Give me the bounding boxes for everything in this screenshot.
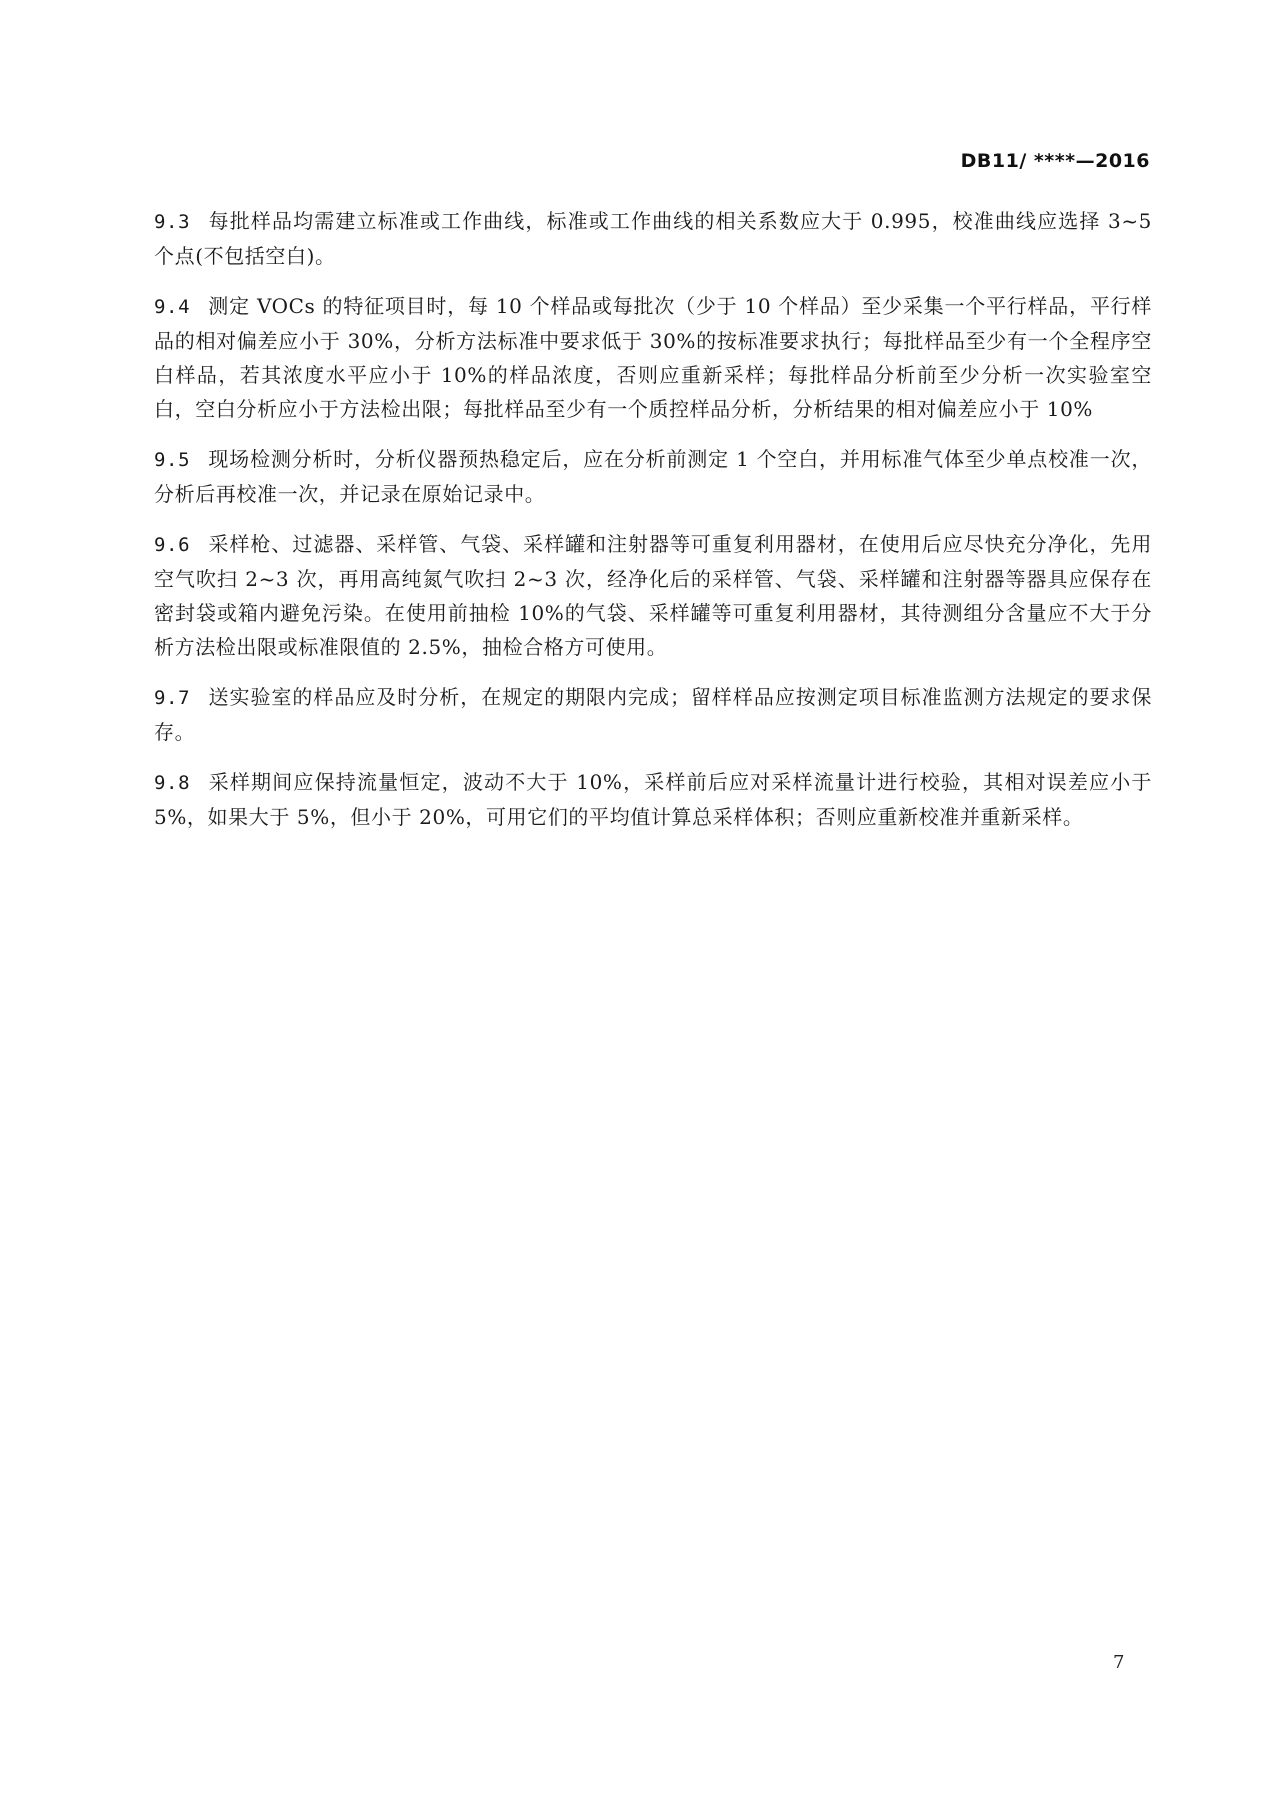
clause-text: 测定 VOCs 的特征项目时，每 10 个样品或每批次（少于 10 个样品）至少采集一个平行样品，平行样品的相对偏差应小于 30%，分析方法标准中要求低于 30%的按标准要求执行；每批样品至少有一个全程序空白样品，若其浓度水平应小于 10%的样品浓度，否则应重新采样；每批样品分析前至少分析一次实验室空白，空白分析应小于方法检出限；每批样品至少有一个质控样品分析，分析结果的相对偏差应小于 10% [154,294,1152,421]
page-number: 7 [1113,1652,1125,1673]
clause-9-6 [154,527,1152,664]
clause-9-3 [154,204,1152,273]
clause-number: 9.7 [154,687,191,709]
clause-text: 采样期间应保持流量恒定，波动不大于 10%，采样前后应对采样流量计进行校验，其相对误差应小于 5%，如果大于 5%，但小于 20%，可用它们的平均值计算总采样体积；否则应重新校准并重新采样。 [154,770,1152,829]
clause-9-8 [154,765,1152,834]
clause-number: 9.3 [154,211,191,233]
clause-9-5 [154,442,1152,511]
clause-text: 采样枪、过滤器、采样管、气袋、采样罐和注射器等可重复利用器材，在使用后应尽快充分净化，先用空气吹扫 2~3 次，再用高纯氮气吹扫 2~3 次，经净化后的采样管、气袋、采样罐和注射器等器具应保存在密封袋或箱内避免污染。在使用前抽检 10%的气袋、采样罐等可重复利用器材，其待测组分含量应不大于分析方法检出限或标准限值的 2.5%，抽检合格方可使用。 [154,532,1152,659]
clause-9-4 [154,289,1152,426]
document-body [154,204,1152,850]
clause-number: 9.5 [154,449,191,471]
clause-number: 9.6 [154,534,191,556]
clause-9-7 [154,680,1152,749]
clause-text: 现场检测分析时，分析仪器预热稳定后，应在分析前测定 1 个空白，并用标准气体至少单点校准一次，分析后再校准一次，并记录在原始记录中。 [154,447,1152,506]
clause-number: 9.4 [154,296,191,318]
document-code-header: DB11/ ****—2016 [960,150,1150,172]
clause-number: 9.8 [154,772,191,794]
clause-text: 每批样品均需建立标准或工作曲线，标准或工作曲线的相关系数应大于 0.995，校准曲线应选择 3~5 个点(不包括空白)。 [154,209,1152,268]
clause-text: 送实验室的样品应及时分析，在规定的期限内完成；留样样品应按测定项目标准监测方法规定的要求保存。 [154,685,1152,744]
